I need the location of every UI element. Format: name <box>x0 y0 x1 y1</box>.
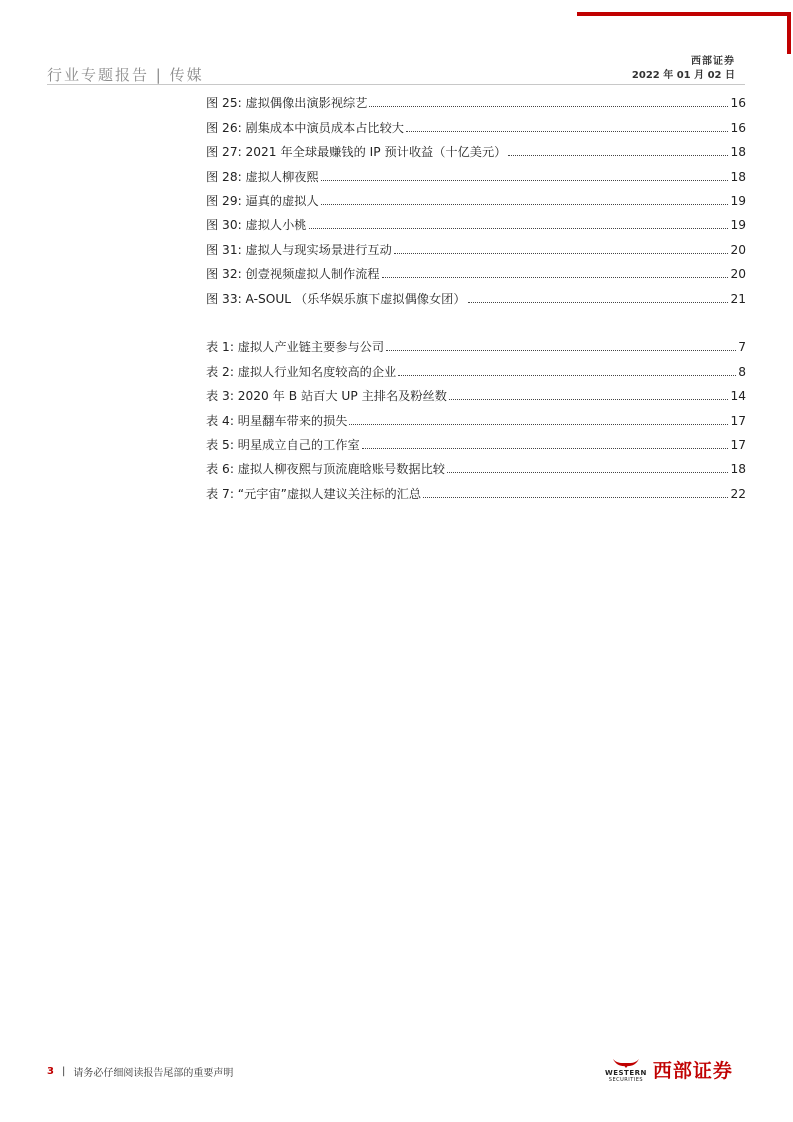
toc-leader-dots <box>321 204 729 205</box>
toc-leader-dots <box>447 472 729 473</box>
toc-entry-label: 表 2: 虚拟人行业知名度较高的企业 <box>206 364 397 379</box>
toc-entry-page: 8 <box>738 364 746 379</box>
toc-entry-page: 19 <box>730 193 746 208</box>
toc-entry[interactable] <box>206 430 746 454</box>
toc-entry-label: 图 26: 剧集成本中演员成本占比较大 <box>206 120 404 135</box>
toc-leader-dots <box>394 253 729 254</box>
toc-entry-page: 17 <box>730 437 746 452</box>
toc-entry[interactable] <box>206 161 746 185</box>
toc-entry[interactable] <box>206 137 746 161</box>
footer-disclaimer: 请务必仔细阅读报告尾部的重要声明 <box>73 1068 234 1079</box>
toc-leader-dots <box>406 131 728 132</box>
toc-entry-label: 图 27: 2021 年全球最赚钱的 IP 预计收益（十亿美元） <box>206 145 507 160</box>
toc-entry-page: 18 <box>730 145 746 160</box>
toc-entry[interactable] <box>206 356 746 380</box>
toc-leader-dots <box>468 302 729 303</box>
toc-entry[interactable] <box>206 478 746 502</box>
toc-leader-dots <box>349 424 728 425</box>
toc-leader-dots <box>369 106 728 107</box>
toc-entry[interactable] <box>206 332 746 356</box>
bull-horns-icon <box>611 1057 641 1069</box>
toc-entry-label: 表 7: “元宇宙”虚拟人建议关注标的汇总 <box>206 486 422 501</box>
footer-separator: | <box>61 1066 66 1077</box>
toc-entry[interactable] <box>206 186 746 210</box>
toc-entry-page: 17 <box>730 413 746 428</box>
toc-leader-dots <box>398 375 736 376</box>
toc-entry-label: 图 33: A-SOUL （乐华娱乐旗下虚拟偶像女团） <box>206 291 466 306</box>
toc-leader-dots <box>309 228 729 229</box>
report-category: 行业专题报告 | 传媒 <box>47 66 204 84</box>
toc-entry-page: 20 <box>730 267 746 282</box>
corner-accent-vertical <box>787 12 791 54</box>
toc-entry[interactable] <box>206 112 746 136</box>
toc-entry-label: 图 31: 虚拟人与现实场景进行互动 <box>206 242 392 257</box>
toc-entry-label: 表 4: 明星翻车带来的损失 <box>206 413 348 428</box>
toc-entry-label: 图 30: 虚拟人小桃 <box>206 218 307 233</box>
toc-entry-page: 14 <box>730 389 746 404</box>
toc-entry-label: 表 6: 虚拟人柳夜熙与顶流鹿晗账号数据比较 <box>206 462 445 477</box>
figure-index <box>206 88 746 308</box>
toc-entry-page: 20 <box>730 242 746 257</box>
toc-entry[interactable] <box>206 405 746 429</box>
toc-entry[interactable] <box>206 88 746 112</box>
toc-entry-label: 表 3: 2020 年 B 站百大 UP 主排名及粉丝数 <box>206 389 447 404</box>
header-brand: 西部证券 <box>691 56 735 67</box>
toc-entry[interactable] <box>206 234 746 258</box>
toc-entry[interactable] <box>206 283 746 307</box>
toc-entry-page: 18 <box>730 462 746 477</box>
logo-text-en-sub: SECURITIES <box>608 1076 644 1083</box>
toc-leader-dots <box>423 497 728 498</box>
toc-entry-page: 16 <box>730 120 746 135</box>
logo-text-cn: 西部证券 <box>652 1060 733 1082</box>
toc-entry-label: 图 32: 创壹视频虚拟人制作流程 <box>206 267 380 282</box>
page-number: 3 <box>47 1066 54 1077</box>
page-footer <box>47 1064 233 1079</box>
toc-leader-dots <box>449 399 729 400</box>
toc-entry-label: 图 29: 逼真的虚拟人 <box>206 193 319 208</box>
toc-entry-page: 16 <box>730 96 746 111</box>
table-index <box>206 332 746 503</box>
toc-entry-page: 21 <box>730 291 746 306</box>
toc-leader-dots <box>321 180 729 181</box>
logo-text-en: WESTERN <box>605 1068 647 1077</box>
toc-leader-dots <box>362 448 729 449</box>
toc-entry-page: 18 <box>730 169 746 184</box>
toc-leader-dots <box>508 155 728 156</box>
toc-entry[interactable] <box>206 210 746 234</box>
toc-entry-page: 7 <box>738 340 746 355</box>
logo-emblem <box>605 1057 647 1083</box>
report-date: 2022 年 01 月 02 日 <box>631 70 735 81</box>
toc-entry[interactable] <box>206 454 746 478</box>
header-divider <box>47 84 745 85</box>
toc-entry-page: 19 <box>730 218 746 233</box>
toc-entry-label: 表 5: 明星成立自己的工作室 <box>206 437 360 452</box>
toc-entry-page: 22 <box>730 486 746 501</box>
company-logo <box>605 1056 733 1083</box>
toc-leader-dots <box>382 277 729 278</box>
toc-entry-label: 表 1: 虚拟人产业链主要参与公司 <box>206 340 385 355</box>
toc-entry-label: 图 28: 虚拟人柳夜熙 <box>206 169 319 184</box>
toc-entry[interactable] <box>206 259 746 283</box>
corner-accent-horizontal <box>577 12 791 16</box>
toc-entry[interactable] <box>206 381 746 405</box>
toc-entry-label: 图 25: 虚拟偶像出演影视综艺 <box>206 96 368 111</box>
toc-leader-dots <box>386 350 736 351</box>
